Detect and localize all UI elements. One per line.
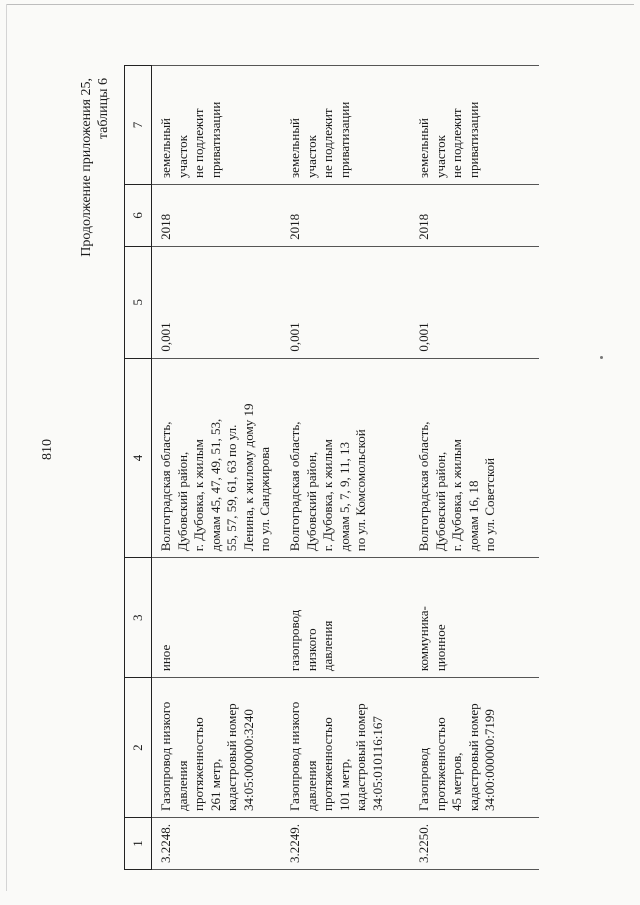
page-edge-top <box>6 4 634 5</box>
header-row <box>125 66 152 870</box>
object-year: 2018 <box>410 184 539 246</box>
header-col-1: 1 <box>125 818 152 870</box>
table-caption <box>78 78 112 257</box>
object-note: земельный участок не подлежит приватизации <box>410 66 539 185</box>
table-row <box>152 66 282 870</box>
land-plots-table <box>124 65 539 870</box>
header-col-5: 5 <box>125 246 152 358</box>
rotated-page-content <box>12 40 632 900</box>
object-purpose: газопровод низкого давления <box>281 558 410 678</box>
object-area: 0,001 <box>152 246 282 358</box>
header-col-6: 6 <box>125 184 152 246</box>
object-year: 2018 <box>152 184 282 246</box>
object-address: Волгоградская область, Дубовский район, г. Дубовка, к жилым домам 16, 18 по ул. Советской <box>410 358 539 558</box>
page-number: 810 <box>40 439 55 460</box>
object-area: 0,001 <box>410 246 539 358</box>
object-note: земельный участок не подлежит приватизации <box>152 66 282 185</box>
object-address: Волгоградская область, Дубовский район, г. Дубовка, к жилым домам 5, 7, 9, 11, 13 по ул. Комсомольской <box>281 358 410 558</box>
row-number: 3.2250. <box>410 818 539 870</box>
object-address: Волгоградская область, Дубовский район, г. Дубовка, к жилым домам 45, 47, 49, 51, 53, 55, 57, 59, 61, 63 по ул. Ленина, к жилому дому 19 по ул. Санджирова <box>152 358 282 558</box>
object-purpose: коммуника- ционное <box>410 558 539 678</box>
table-row <box>281 66 410 870</box>
object-name: Газопровод низкого давления протяженностью 261 метр, кадастровый номер 34:05:000000:3240 <box>152 678 282 818</box>
caption-line-2: таблицы 6 <box>96 78 111 140</box>
header-col-2: 2 <box>125 678 152 818</box>
object-name: Газопровод протяженностью 45 метров, кадастровый номер 34:00:000000:7199 <box>410 678 539 818</box>
row-number: 3.2248. <box>152 818 282 870</box>
object-name: Газопровод низкого давления протяженностью 101 метр, кадастровый номер 34:05:010116:167 <box>281 678 410 818</box>
header-col-4: 4 <box>125 358 152 558</box>
caption-line-1: Продолжение приложения 25, <box>79 78 94 257</box>
object-purpose: иное <box>152 558 282 678</box>
object-year: 2018 <box>281 184 410 246</box>
row-number: 3.2249. <box>281 818 410 870</box>
header-col-3: 3 <box>125 558 152 678</box>
object-note: земельный участок не подлежит приватизации <box>281 66 410 185</box>
table-row <box>410 66 539 870</box>
object-area: 0,001 <box>281 246 410 358</box>
page-edge-left <box>6 4 7 891</box>
header-col-7: 7 <box>125 66 152 185</box>
